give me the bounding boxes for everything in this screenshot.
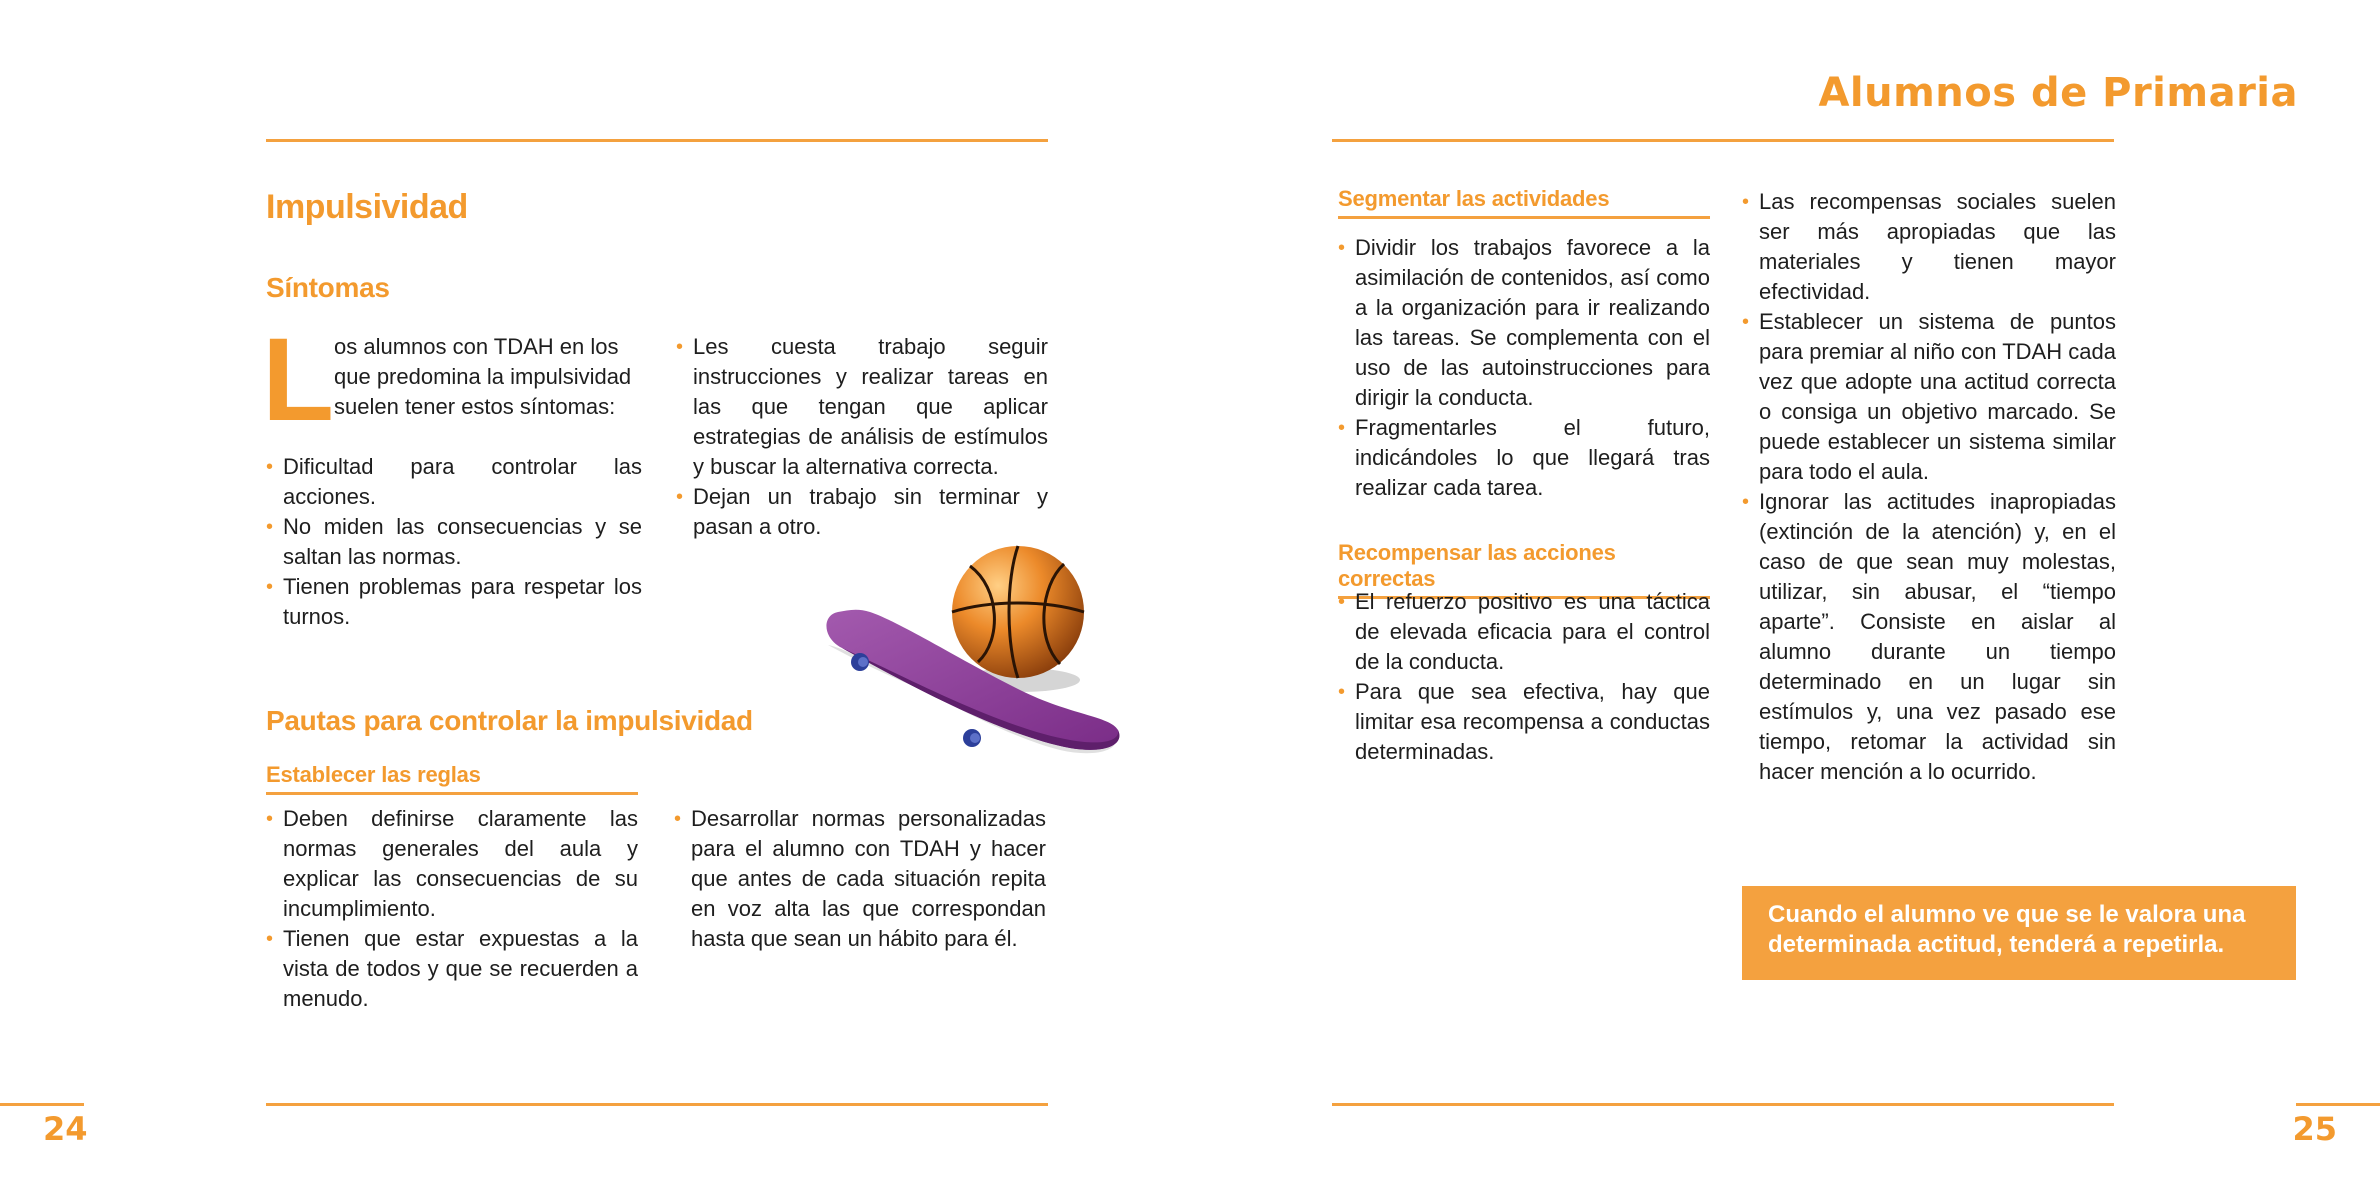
list-item: • Establecer un sistema de puntos para premiar al niño con TDAH cada vez que adopte una actitud correcta o consiga un objetivo marcado. Se puede establecer un sistema similar para todo el aula. [1742, 307, 2116, 487]
bottom-rule-right-edge [2296, 1103, 2380, 1106]
intro-line: que predomina la impulsividad [334, 364, 632, 389]
bottom-rule-right [1332, 1103, 2114, 1106]
symptoms-heading: Síntomas [266, 272, 390, 303]
intro-paragraph [334, 332, 642, 422]
list-item: • Ignorar las actitudes inapropiadas (extinción de la atención) y, en el caso de que sean muy molestas, utilizar, sin abusar, el “tiempo aparte”. Consiste en aislar al alumno durante un tiempo determinado en un lugar sin estímulos y, una vez pasado ese tiempo, retomar la actividad sin hacer mención a lo ocurrido. [1742, 487, 2116, 787]
list-item: • Dejan un trabajo sin terminar y pasan a otro. [676, 482, 1048, 542]
drop-cap: L [262, 314, 335, 446]
list-item: • Para que sea efectiva, hay que limitar esa recompensa a conductas determinadas. [1338, 677, 1710, 767]
list-item: • El refuerzo positivo es una táctica de elevada eficacia para el control de la conducta. [1338, 587, 1710, 677]
basketball-icon [952, 546, 1084, 678]
list-item: • Dividir los trabajos favorece a la asimilación de contenidos, así como a la organización para ir realizando las tareas. Se complementa con el uso de las autoinstrucciones para dirigir la conducta. [1338, 233, 1710, 413]
list-item: • Las recompensas sociales suelen ser más apropiadas que las materiales y tienen mayor efectividad. [1742, 187, 2116, 307]
list-item: • Dificultad para controlar las acciones. [266, 452, 642, 512]
intro-line: suelen tener estos síntomas: [334, 394, 616, 419]
list-item: • Deben definirse claramente las normas generales del aula y explicar las consecuencias de su incumplimiento. [266, 804, 638, 924]
rules-heading: Establecer las reglas [266, 762, 638, 795]
callout-box: Cuando el alumno ve que se le valora una determinada actitud, tenderá a repetirla. [1742, 886, 2296, 980]
bottom-rule-left-edge [0, 1103, 84, 1106]
segment-heading: Segmentar las actividades [1338, 186, 1710, 219]
page-number-left: 24 [43, 1110, 88, 1148]
intro-line: os alumnos con TDAH en los [334, 334, 619, 359]
list-item: • Fragmentarles el futuro, indicándoles lo que llegará tras realizar cada tarea. [1338, 413, 1710, 503]
list-item: • Tienen problemas para respetar los turnos. [266, 572, 642, 632]
right-column-list [1742, 187, 2116, 787]
bottom-rule-left [266, 1103, 1048, 1106]
reward-heading: Recompensar las acciones correctas [1338, 540, 1710, 599]
section-title: Impulsividad [266, 188, 468, 226]
top-rule-left [266, 139, 1048, 142]
list-item: • Tienen que estar expuestas a la vista de todos y que se recuerden a menudo. [266, 924, 638, 1014]
rules-list-col1 [266, 804, 638, 1014]
symptoms-list-col2 [676, 332, 1048, 542]
list-item: • No miden las consecuencias y se saltan las normas. [266, 512, 642, 572]
list-item: • Les cuesta trabajo seguir instrucciones y realizar tareas en las que tengan que aplicar estrategias de análisis de estímulos y buscar la alternativa correcta. [676, 332, 1048, 482]
list-item: • Desarrollar normas personalizadas para el alumno con TDAH y hacer que antes de cada situación repita en voz alta las que correspondan hasta que sean un hábito para él. [674, 804, 1046, 954]
top-rule-right [1332, 139, 2114, 142]
page-number-right: 25 [2292, 1110, 2337, 1148]
running-header-title: Alumnos de Primaria [1818, 70, 2298, 116]
skateboard-ball-illustration [820, 540, 1130, 790]
segment-list [1338, 233, 1710, 503]
guidelines-heading: Pautas para controlar la impulsividad [266, 705, 753, 736]
symptoms-list-col1 [266, 452, 642, 632]
rules-list-col2 [674, 804, 1046, 954]
reward-list [1338, 587, 1710, 767]
